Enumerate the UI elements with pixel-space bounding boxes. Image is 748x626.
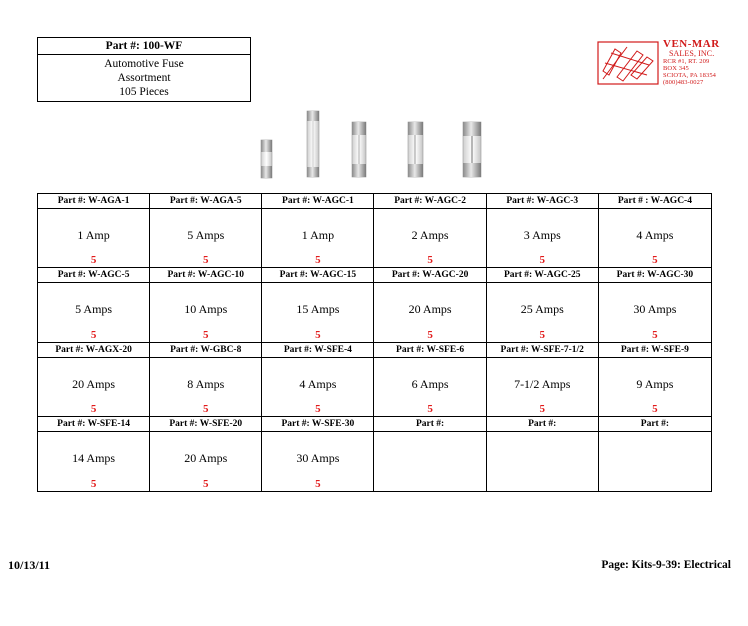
- cell-part-number: Part #: W-SFE-7-1/2: [487, 343, 598, 358]
- cell-quantity: 5: [427, 402, 433, 415]
- cell-amperage: 25 Amps: [520, 302, 564, 317]
- cell-quantity: 5: [652, 254, 658, 267]
- cell-quantity: 5: [427, 328, 433, 341]
- product-header-box: [37, 37, 251, 102]
- cell-amperage: 20 Amps: [184, 450, 228, 465]
- cell-part-number: Part #: W-AGC-10: [150, 268, 261, 283]
- fuse-wide-icon: [463, 122, 481, 177]
- grid-cell: [599, 268, 711, 342]
- cell-quantity: 5: [202, 254, 209, 267]
- grid-cell-empty: [487, 417, 599, 491]
- description-line: 105 Pieces: [119, 86, 169, 98]
- cell-quantity: 5: [202, 478, 209, 490]
- grid-cell: [487, 268, 599, 342]
- cell-amperage: 5 Amps: [187, 228, 225, 242]
- cell-amperage: 20 Amps: [408, 302, 452, 317]
- cell-part-number: Part #: W-AGC-25: [487, 268, 598, 283]
- fuse-assortment-grid: [37, 193, 712, 492]
- grid-cell: [38, 268, 150, 342]
- fuse-long-glass-icon: [307, 111, 319, 177]
- cell-part-number: Part #: W-AGA-1: [38, 194, 149, 209]
- logo-company-suffix: SALES, INC.: [669, 49, 715, 58]
- cell-part-number: Part #: W-AGC-15: [262, 268, 373, 283]
- logo-address-line: BOX 345: [663, 65, 689, 72]
- grid-cell: [38, 417, 150, 491]
- cell-part-number: Part #:: [599, 417, 711, 432]
- cell-amperage: 2 Amps: [411, 228, 449, 242]
- ven-mar-logo-icon: [597, 41, 659, 85]
- cell-part-number: Part #: W-SFE-9: [599, 343, 711, 358]
- product-description: [38, 55, 250, 101]
- cell-quantity: 5: [539, 402, 545, 415]
- grid-cell: [262, 194, 374, 268]
- cell-quantity: 5: [202, 328, 209, 341]
- cell-amperage: 10 Amps: [184, 302, 228, 317]
- cell-quantity: 5: [315, 402, 321, 415]
- cell-amperage: 1 Amp: [301, 228, 335, 242]
- cell-part-number: Part # : W-AGC-4: [599, 194, 711, 209]
- grid-cell: [150, 268, 262, 342]
- cell-quantity: 5: [652, 402, 658, 415]
- footer-page-label: Page: Kits-9-39: Electrical: [601, 559, 731, 571]
- cell-part-number: Part #: W-SFE-30: [262, 417, 373, 432]
- fuse-photos: [255, 108, 495, 180]
- cell-part-number: Part #: W-GBC-8: [150, 343, 261, 358]
- cell-part-number: Part #: W-AGA-5: [150, 194, 261, 209]
- grid-cell: [487, 343, 599, 417]
- grid-cell-empty: [599, 417, 711, 491]
- cell-quantity: 5: [202, 402, 209, 415]
- cell-amperage: 30 Amps: [296, 450, 340, 465]
- cell-amperage: 4 Amps: [299, 376, 337, 391]
- cell-amperage: 8 Amps: [187, 376, 225, 391]
- logo-address-line: RCR #1, RT. 209: [663, 58, 710, 65]
- grid-cell: [262, 343, 374, 417]
- grid-cell: [374, 268, 486, 342]
- cell-part-number: Part #: W-SFE-20: [150, 417, 261, 432]
- cell-amperage: 9 Amps: [636, 376, 674, 391]
- fuse-medium-icon: [408, 122, 423, 177]
- cell-amperage: 14 Amps: [72, 450, 116, 465]
- cell-part-number: Part #: W-AGC-1: [262, 194, 373, 209]
- cell-amperage: 30 Amps: [633, 302, 677, 317]
- cell-part-number: Part #: W-SFE-4: [262, 343, 373, 358]
- cell-quantity: 5: [539, 328, 545, 341]
- cell-quantity: 5: [90, 478, 97, 490]
- grid-cell: [38, 343, 150, 417]
- cell-part-number: Part #: W-AGC-2: [374, 194, 485, 209]
- cell-part-number: Part #: W-AGX-20: [38, 343, 149, 358]
- logo-phone: (800)483-0027: [663, 79, 704, 86]
- cell-amperage: 6 Amps: [411, 376, 449, 391]
- cell-quantity: 5: [315, 328, 321, 341]
- description-line: Automotive Fuse: [104, 58, 184, 70]
- cell-amperage: 7-1/2 Amps: [514, 376, 571, 391]
- cell-quantity: 5: [90, 402, 97, 415]
- product-part-number: Part #: 100-WF: [38, 38, 250, 55]
- grid-cell: [150, 343, 262, 417]
- grid-cell: [150, 417, 262, 491]
- grid-cell: [599, 343, 711, 417]
- cell-quantity: 5: [652, 328, 658, 341]
- cell-amperage: 4 Amps: [636, 228, 674, 242]
- logo-address-line: SCIOTA, PA 18354: [663, 72, 717, 79]
- grid-cell: [374, 194, 486, 268]
- cell-part-number: Part #:: [487, 417, 598, 432]
- company-logo: [597, 39, 737, 85]
- fuse-medium-icon: [352, 122, 366, 177]
- grid-cell: [599, 194, 711, 268]
- cell-quantity: 5: [315, 478, 321, 490]
- cell-quantity: 5: [315, 254, 321, 267]
- grid-cell-empty: [374, 417, 486, 491]
- cell-part-number: Part #: W-SFE-14: [38, 417, 149, 432]
- cell-part-number: Part #: W-AGC-5: [38, 268, 149, 283]
- cell-part-number: Part #:: [374, 417, 485, 432]
- grid-cell: [38, 194, 150, 268]
- grid-cell: [374, 343, 486, 417]
- grid-cell: [262, 268, 374, 342]
- cell-amperage: 5 Amps: [75, 302, 113, 317]
- description-line: Assortment: [117, 72, 171, 84]
- cell-quantity: 5: [539, 254, 545, 267]
- cell-quantity: 5: [427, 254, 433, 267]
- logo-company-name: VEN-MAR: [663, 38, 720, 50]
- cell-amperage: 3 Amps: [523, 228, 561, 242]
- cell-amperage: 20 Amps: [72, 376, 116, 391]
- grid-cell: [262, 417, 374, 491]
- cell-part-number: Part #: W-AGC-3: [487, 194, 598, 209]
- fuse-short-icon: [261, 140, 272, 178]
- cell-amperage: 1 Amp: [77, 228, 110, 242]
- cell-part-number: Part #: W-AGC-30: [599, 268, 711, 283]
- cell-part-number: Part #: W-AGC-20: [374, 268, 485, 283]
- cell-amperage: 15 Amps: [296, 302, 340, 317]
- grid-cell: [487, 194, 599, 268]
- footer-date: 10/13/11: [8, 558, 51, 572]
- cell-quantity: 5: [90, 328, 97, 341]
- cell-quantity: 5: [90, 254, 97, 267]
- grid-cell: [150, 194, 262, 268]
- cell-part-number: Part #: W-SFE-6: [374, 343, 485, 358]
